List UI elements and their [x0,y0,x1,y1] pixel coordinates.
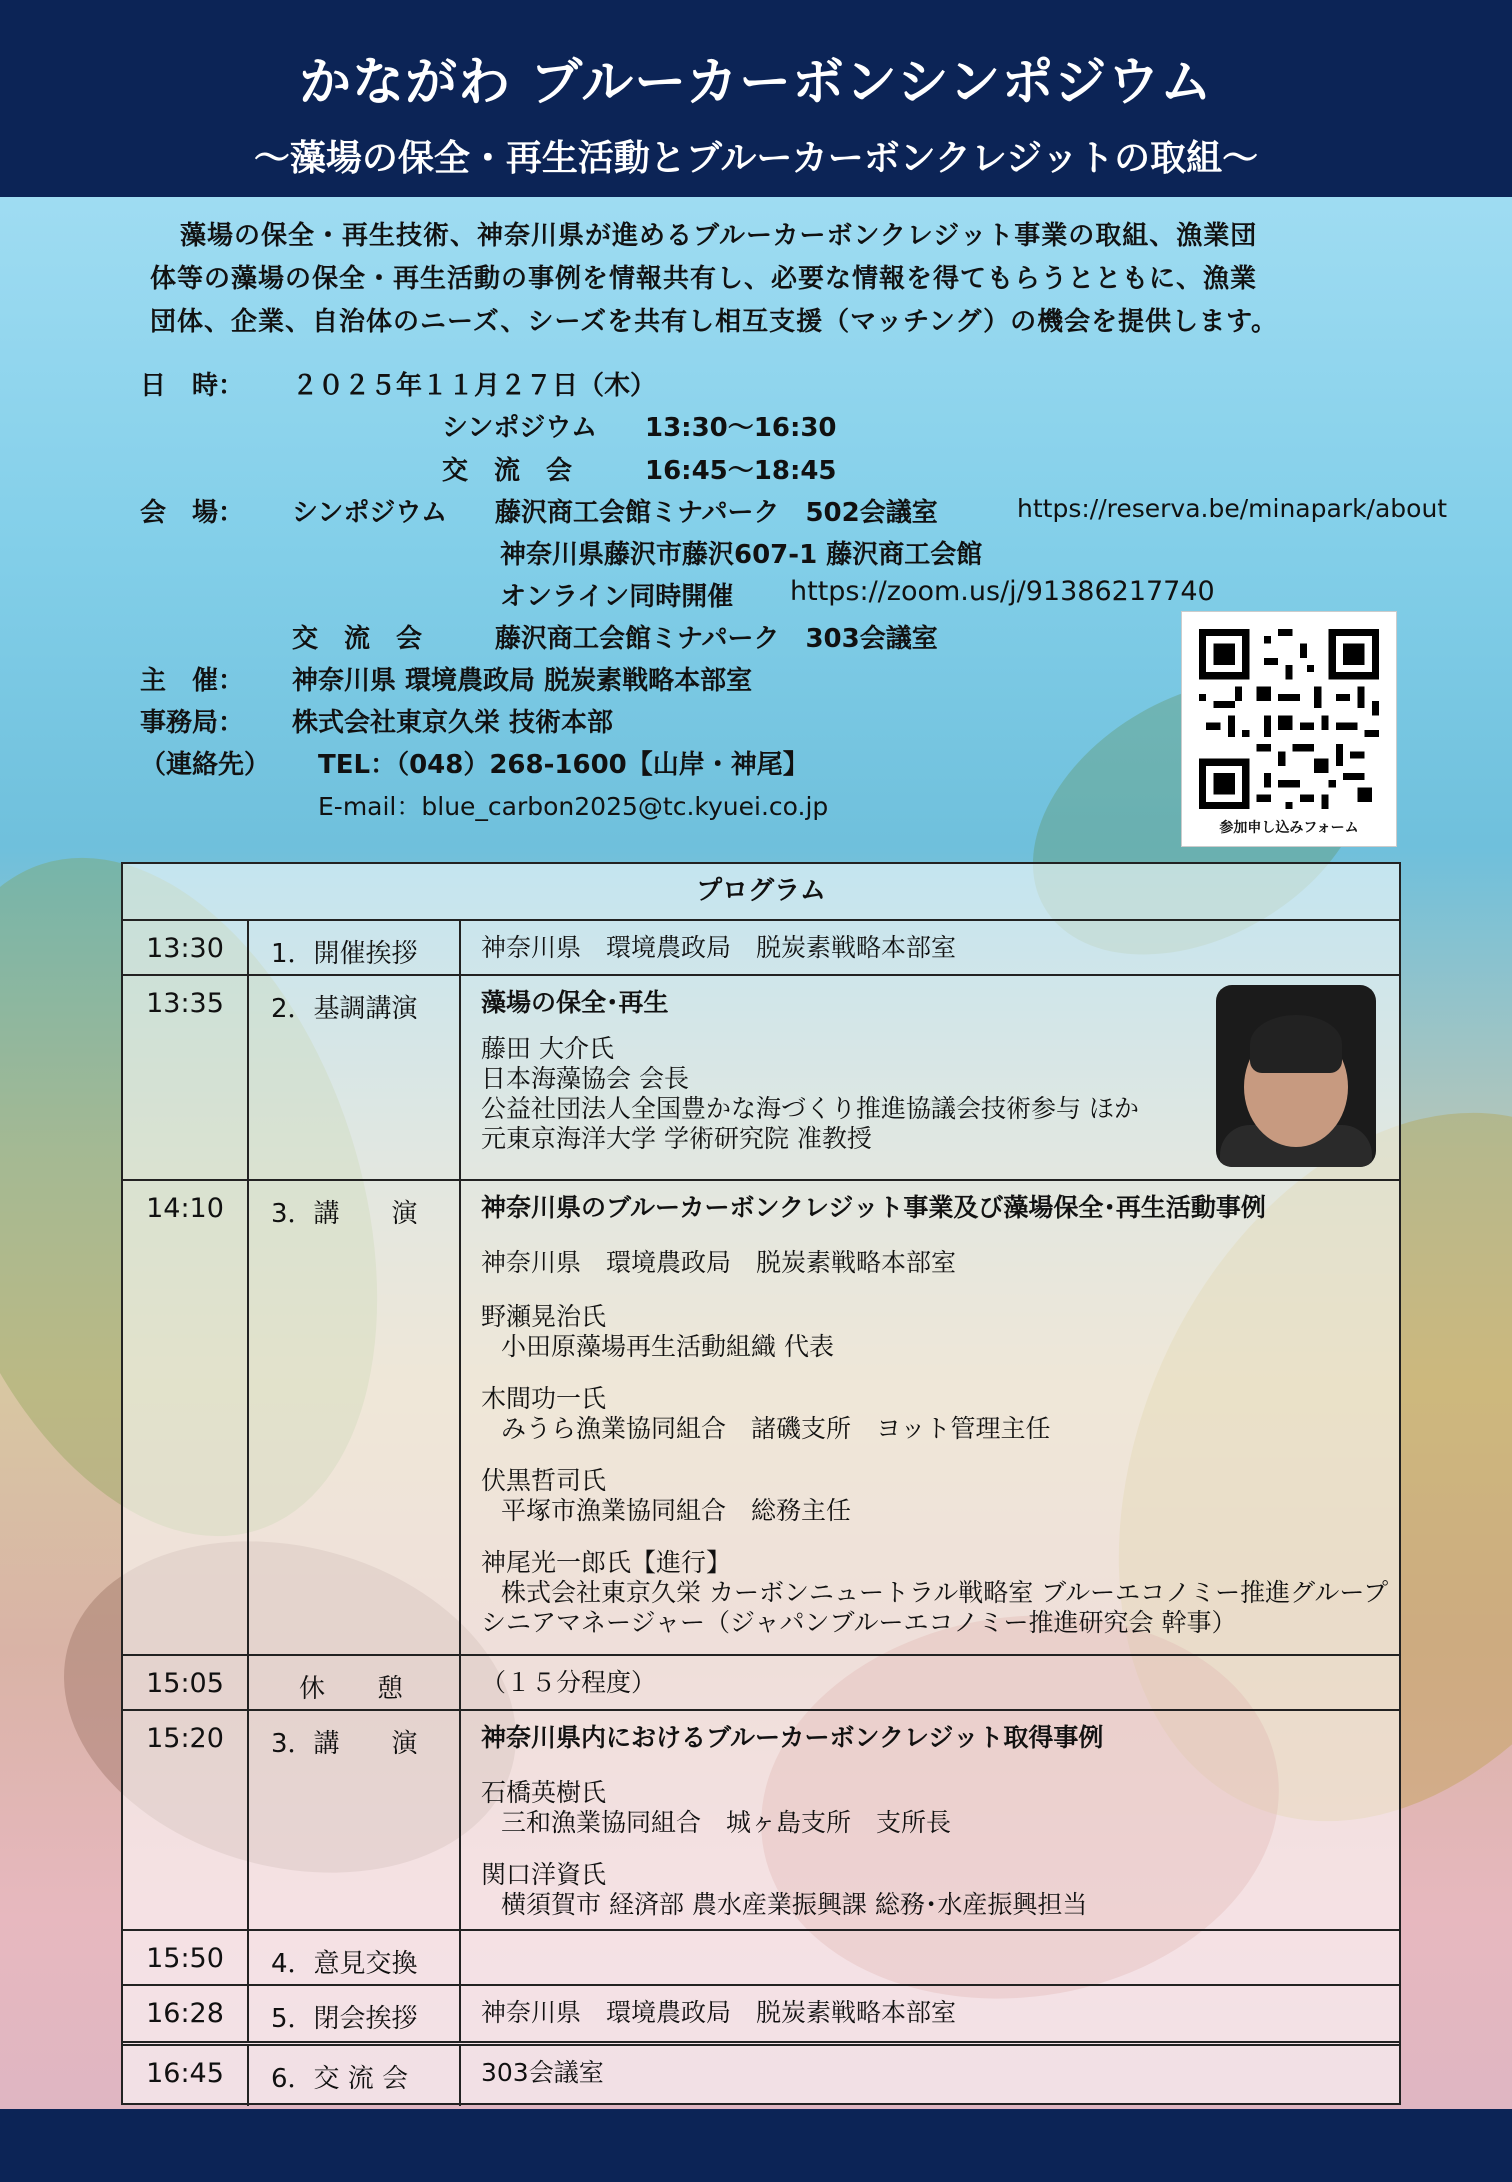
office-label: 事務局： [140,708,245,738]
kouryu-time: 16:45～18:45 [645,456,837,486]
speaker-photo [1216,985,1376,1167]
registration-qr-code[interactable] [1181,611,1397,847]
row-heading: 神奈川県のブルーカーボンクレジット事業及び藻場保全･再生活動事例 [481,1193,1266,1222]
row-content [481,921,1381,976]
row-line: 関口洋資氏 [481,1860,607,1889]
row-time: 15:05 [123,1656,249,1711]
row-line: 303会議室 [481,2058,604,2087]
venue-kouryu-value: 藤沢商工会館ミナパーク 303会議室 [495,624,938,654]
row-line: 神尾光一郎氏【進行】 [481,1548,732,1577]
row-item: 6．交 流 会 [249,2046,461,2106]
row-line: シニアマネージャー（ジャパンブルーエコノミー推進研究会 幹事） [481,1608,1237,1637]
row-item: 2．基調講演 [249,976,461,1181]
intro-line: 体等の藻場の保全・再生活動の事例を情報共有し、必要な情報を得てもらうとともに、漁業 [150,264,1258,294]
online-label: オンライン同時開催 [500,582,734,612]
row-item: 3．講 演 [249,1181,461,1656]
row-content [481,1181,1389,1656]
symposium-label: シンポジウム [442,413,598,443]
row-line: （１５分程度） [481,1668,657,1697]
row-line: みうら漁業協同組合 諸磯支所 ヨット管理主任 [501,1414,1051,1443]
row-line: 神奈川県 環境農政局 脱炭素戦略本部室 [481,1998,957,2027]
row-line: 元東京海洋大学 学術研究院 准教授 [481,1124,872,1153]
venue-kouryu-label: 交 流 会 [292,624,423,654]
contact-tel: TEL：（048）268-1600【山岸・神尾】 [318,750,809,780]
intro-line: 藻場の保全・再生技術、神奈川県が進めるブルーカーボンクレジット事業の取組、漁業団 [180,221,1258,251]
intro-line: 団体、企業、自治体のニーズ、シーズを共有し相互支援（マッチング）の機会を提供します。 [150,307,1279,337]
row-heading: 神奈川県内におけるブルーカーボンクレジット取得事例 [481,1723,1104,1752]
page-title: かながわ ブルーカーボンシンポジウム [299,53,1213,113]
intro-text [150,215,1370,344]
row-content [481,1931,1381,1986]
row-line: 石橋英樹氏 [481,1778,607,1807]
table-row [123,1984,1399,2041]
row-content [481,2046,1381,2106]
program-title: プログラム [696,876,826,906]
venue-address: 神奈川県藤沢市藤沢607-1 藤沢商工会館 [500,540,983,570]
row-line: 木間功一氏 [481,1384,607,1413]
row-line: 三和漁業協同組合 城ヶ島支所 支所長 [501,1808,952,1837]
row-content [481,1656,1381,1711]
row-time: 15:20 [123,1711,249,1931]
row-line: 神奈川県 環境農政局 脱炭素戦略本部室 [481,1248,957,1277]
table-row [123,974,1399,1181]
row-line: 日本海藻協会 会長 [481,1064,689,1093]
symposium-time: 13:30～16:30 [645,413,837,443]
row-line: 公益社団法人全国豊かな海づくり推進協議会技術参与 ほか [481,1094,1139,1123]
host-label: 主 催： [140,666,245,696]
table-row [123,919,1399,976]
row-line: 野瀬晃治氏 [481,1302,607,1331]
table-row [123,1929,1399,1986]
footer-bar [0,2109,1512,2182]
contact-label: （連絡先） [140,750,271,780]
row-content [481,1711,1381,1931]
qr-caption: 参加申し込みフォーム [1219,820,1359,836]
venue-url-link[interactable]: https://reserva.be/minapark/about [1017,494,1448,523]
row-time: 13:30 [123,921,249,976]
row-line: 横須賀市 経済部 農水産業振興課 総務･水産振興担当 [501,1890,1088,1919]
page-subtitle: ～藻場の保全・再生活動とブルーカーボンクレジットの取組～ [253,138,1259,179]
speaker-photo-hair [1250,1015,1342,1073]
row-item: 5．閉会挨拶 [249,1986,461,2041]
row-line: 藤田 大介氏 [481,1034,614,1063]
row-line: 小田原藻場再生活動組織 代表 [501,1332,834,1361]
row-time: 15:50 [123,1931,249,1986]
row-content [481,1986,1381,2041]
venue-label: 会 場： [140,498,245,528]
header-banner [0,0,1512,197]
office-value: 株式会社東京久栄 技術本部 [292,708,614,738]
qr-code-icon [1199,629,1379,809]
venue-symposium-label: シンポジウム [292,498,448,528]
row-item: 1．開催挨拶 [249,921,461,976]
row-line: 株式会社東京久栄 カーボンニュートラル戦略室 ブルーエコノミー推進グループ [501,1578,1389,1607]
row-time: 14:10 [123,1181,249,1656]
table-row [123,1179,1399,1656]
row-item: 3．講 演 [249,1711,461,1931]
contact-email-link[interactable]: E-mail：blue_carbon2025@tc.kyuei.co.jp [318,792,829,821]
date-label: 日 時： [140,371,245,401]
row-time: 16:45 [123,2046,249,2106]
kouryu-label: 交 流 会 [442,456,573,486]
venue-symposium-value: 藤沢商工会館ミナパーク 502会議室 [495,498,938,528]
row-item: 休 憩 [249,1656,461,1711]
table-row [123,1654,1399,1711]
host-value: 神奈川県 環境農政局 脱炭素戦略本部室 [292,666,753,696]
row-time: 16:28 [123,1986,249,2041]
row-item: 4．意見交換 [249,1931,461,1986]
date-value: ２０２５年１１月２７日（木） [292,371,657,401]
row-heading: 藻場の保全･再生 [481,988,669,1017]
row-line: 平塚市漁業協同組合 総務主任 [501,1496,852,1525]
table-row [123,1709,1399,1931]
zoom-url-link[interactable]: https://zoom.us/j/91386217740 [790,576,1215,607]
program-table [121,862,1401,2105]
row-line: 神奈川県 環境農政局 脱炭素戦略本部室 [481,933,957,962]
row-line: 伏黒哲司氏 [481,1466,607,1495]
table-row [123,2041,1399,2106]
row-time: 13:35 [123,976,249,1181]
